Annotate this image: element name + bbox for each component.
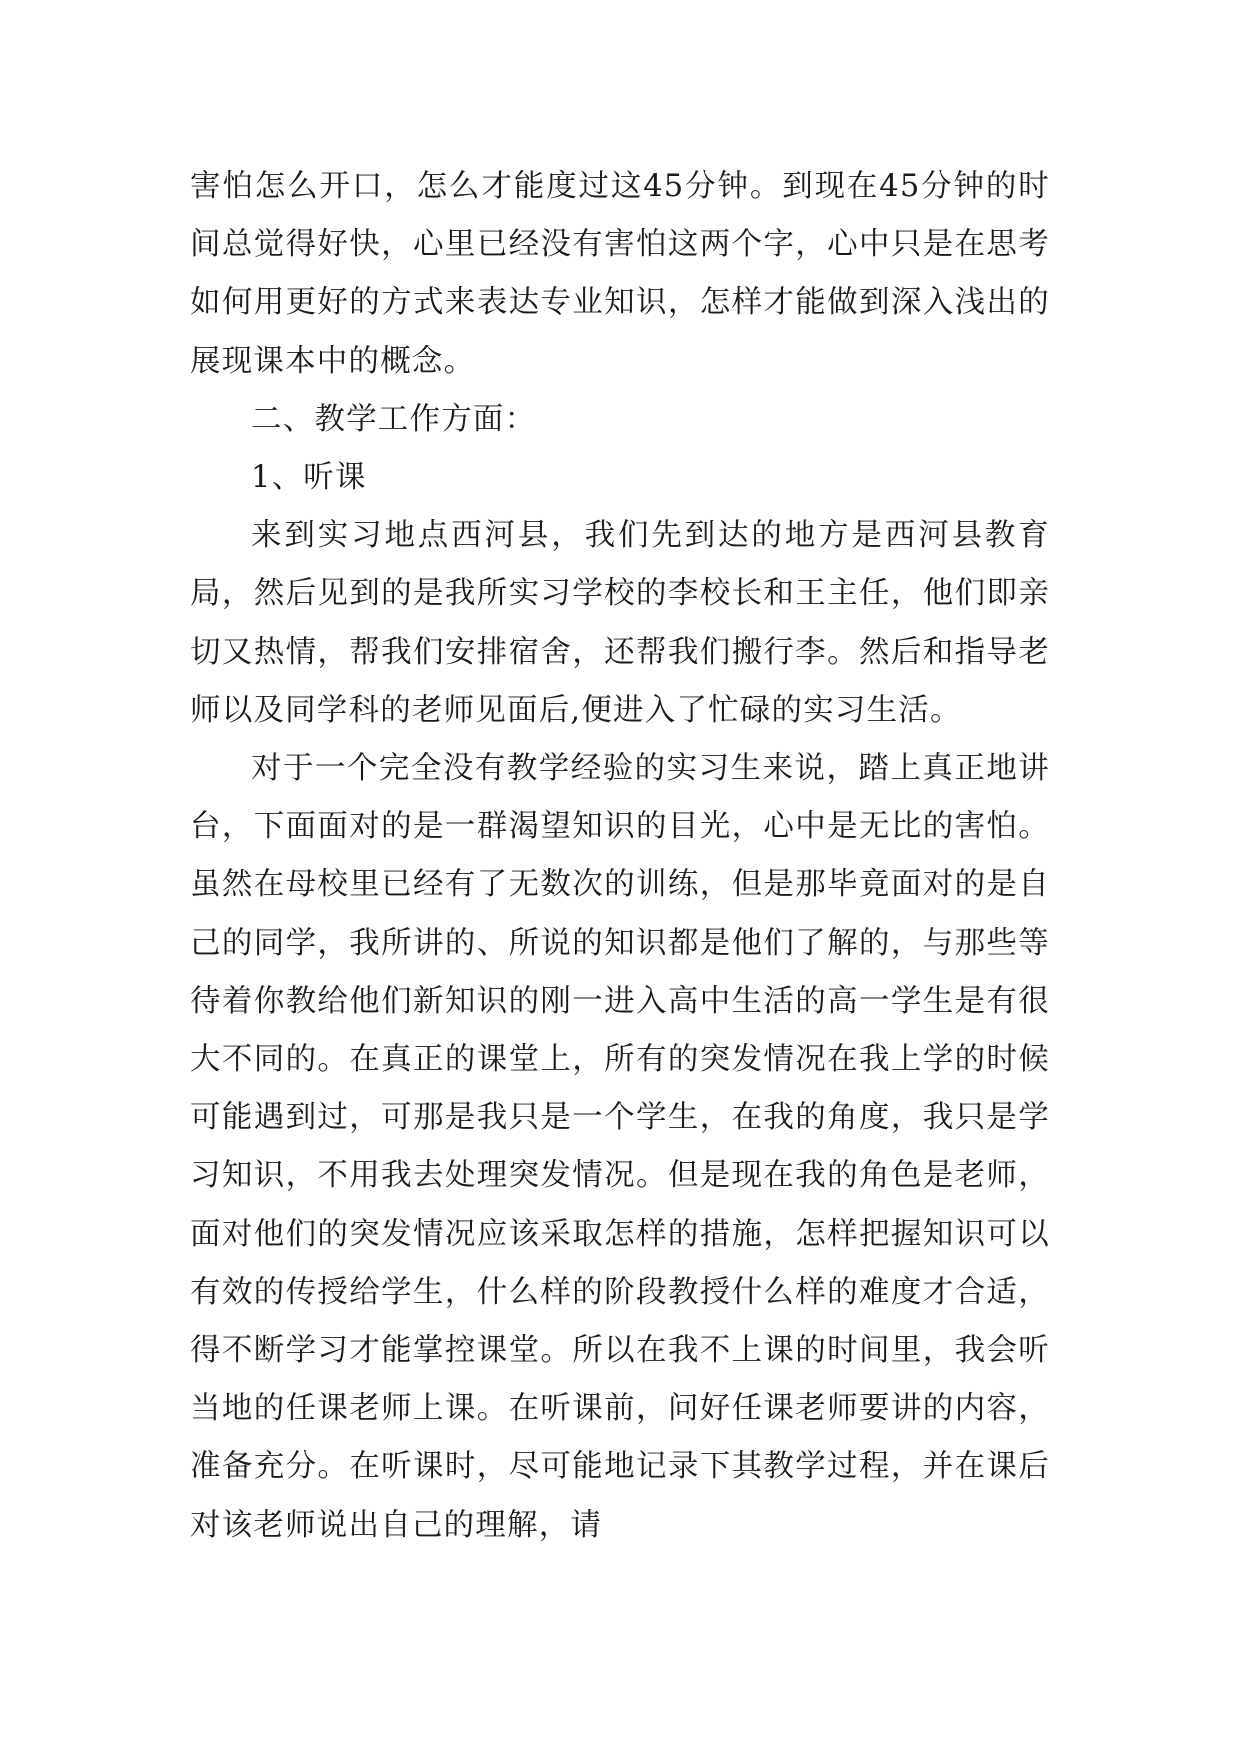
paragraph-intro-continuation: 害怕怎么开口，怎么才能度过这45分钟。到现在45分钟的时间总觉得好快，心里已经没有害怕这两个字，心中只是在思考如何用更好的方式来表达专业知识，怎样才能做到深入浅出的展现课本中的概念。: [190, 169, 1050, 379]
paragraph-teaching-experience: 对于一个完全没有教学经验的实习生来说，踏上真正地讲台，下面面对的是一群渴望知识的目光，心中是无比的害怕。虽然在母校里已经有了无数次的训练，但是那毕竟面对的是自己的同学，我所讲的、所说的知识都是他们了解的，与那些等待着你教给他们新知识的刚一进入高中生活的高一学生是有很大不同的。在真正的课堂上，所有的突发情况在我上学的时候可能遇到过，可那是我只是一个学生，在我的角度，我只是学习知识，不用我去处理突发情况。但是现在我的角色是老师，面对他们的突发情况应该采取怎样的措施，怎样把握知识可以有效的传授给学生，什么样的阶段教授什么样的难度才合适，得不断学习才能掌控课堂。所以在我不上课的时间里，我会听当地的任课老师上课。在听课前，问好任课老师要讲的内容，准备充分。在听课时，尽可能地记录下其教学过程，并在课后对该老师说出自己的理解，请: [190, 751, 1050, 1543]
subsection-heading-lesson-observation: 1、听课: [251, 460, 367, 496]
document-body: [190, 158, 1050, 1555]
section-heading-teaching-work: 二、教学工作方面：: [251, 401, 537, 437]
paragraph-arrival: 来到实习地点西河县，我们先到达的地方是西河县教育局，然后见到的是我所实习学校的李校长和王主任，他们即亲切又热情，帮我们安排宿舍，还帮我们搬行李。然后和指导老师以及同学科的老师见面后,便进入了忙碌的实习生活。: [190, 518, 1050, 728]
